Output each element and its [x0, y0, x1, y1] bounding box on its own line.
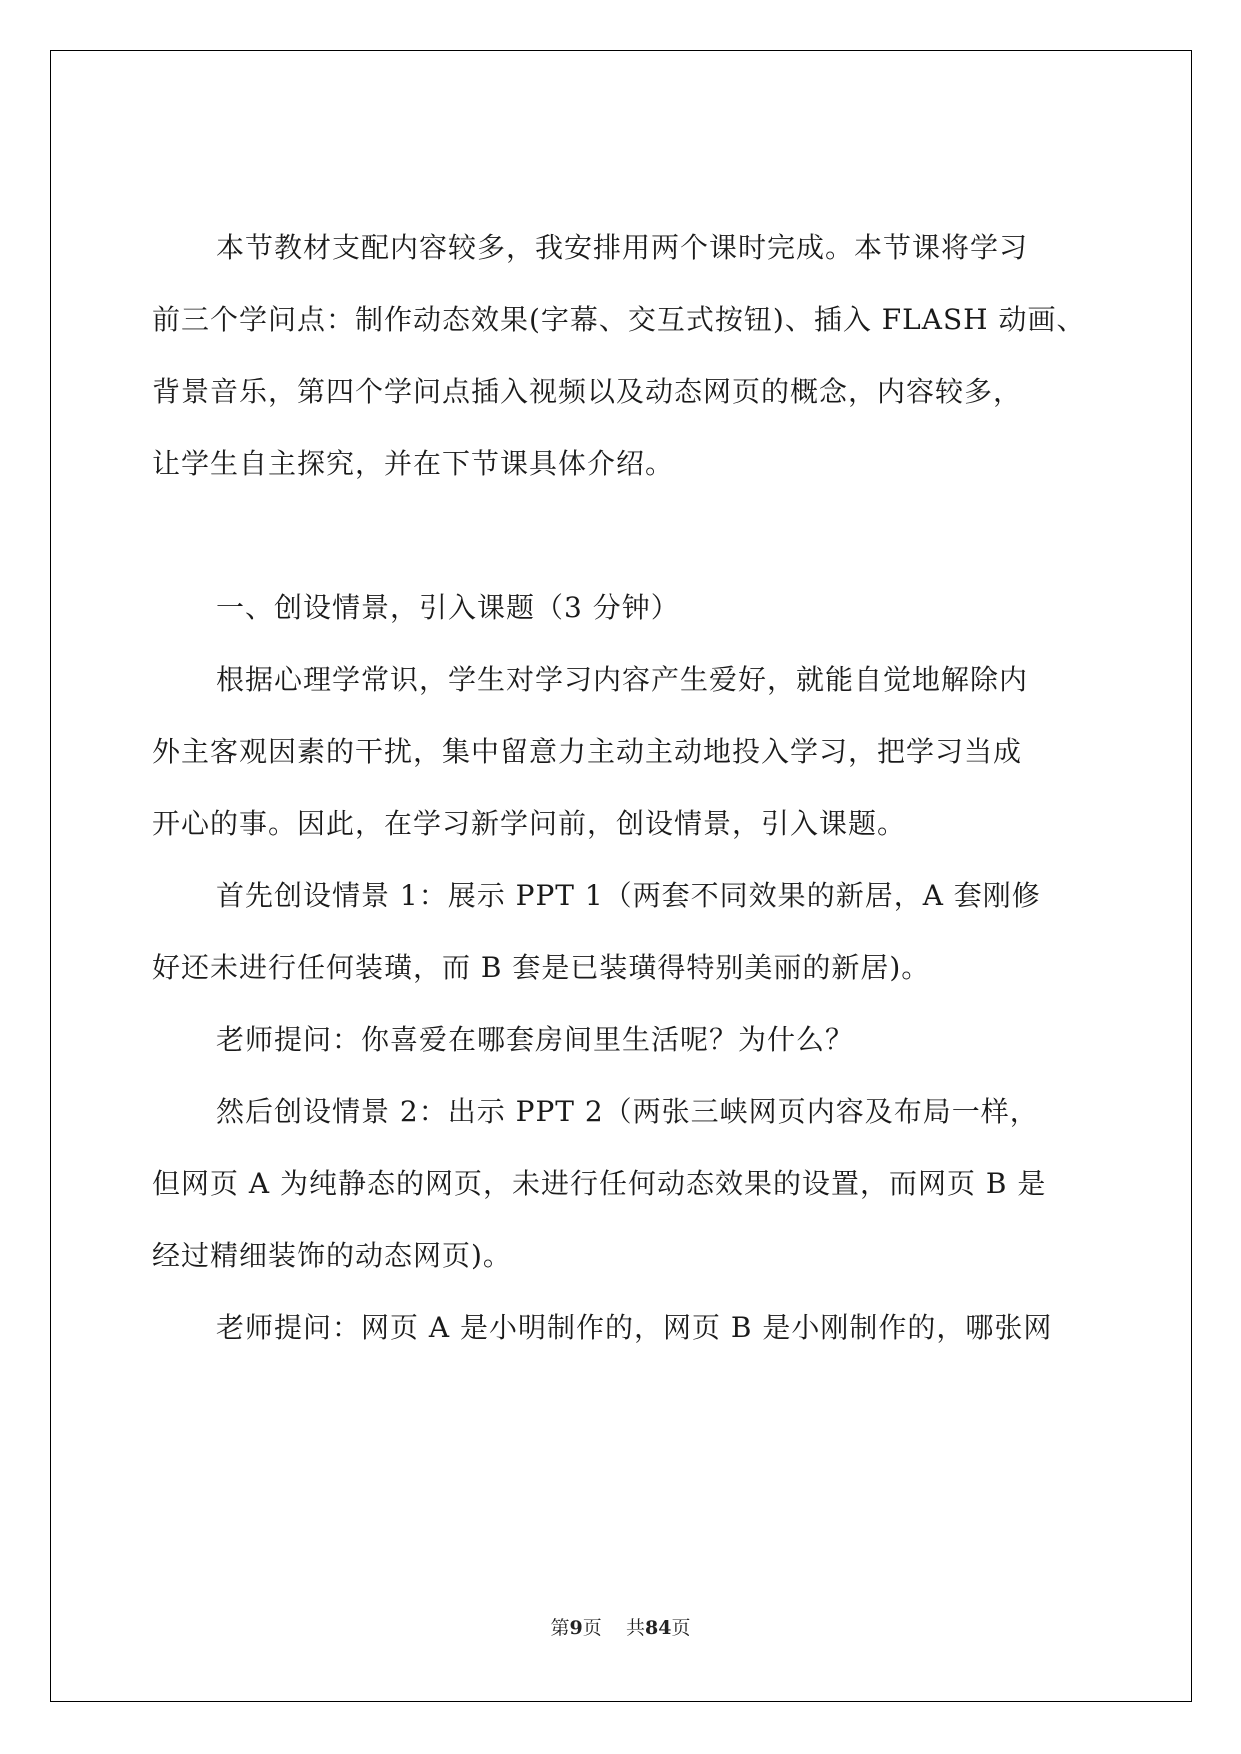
paragraph-5-line-3: 经过精细装饰的动态网页)。	[152, 1239, 512, 1272]
footer-total-pages: 84	[644, 1617, 672, 1639]
page-border	[50, 50, 1192, 1702]
paragraph-1-line-4: 让学生自主探究，并在下节课具体介绍。	[152, 447, 675, 480]
paragraph-2-line-2: 外主客观因素的干扰，集中留意力主动主动地投入学习，把学习当成	[152, 735, 1023, 768]
footer-page-suffix: 页	[582, 1617, 602, 1639]
footer-total-suffix: 页	[671, 1617, 691, 1639]
paragraph-2-line-3: 开心的事。因此，在学习新学问前，创设情景，引入课题。	[152, 807, 907, 840]
paragraph-1-line-1: 本节教材支配内容较多，我安排用两个课时完成。本节课将学习	[216, 231, 1029, 264]
paragraph-2-line-1: 根据心理学常识，学生对学习内容产生爱好，就能自觉地解除内	[216, 663, 1029, 696]
footer-total-prefix: 共	[625, 1617, 645, 1639]
footer-page-number: 9	[569, 1617, 583, 1639]
paragraph-6-line-1: 老师提问：网页 A 是小明制作的，网页 B 是小刚制作的，哪张网	[216, 1311, 1053, 1344]
paragraph-3-line-1: 首先创设情景 1：展示 PPT 1（两套不同效果的新居，A 套刚修	[216, 879, 1041, 912]
page-footer	[0, 1616, 1241, 1640]
paragraph-4-line-1: 老师提问：你喜爱在哪套房间里生活呢？为什么？	[216, 1023, 855, 1056]
paragraph-5-line-2: 但网页 A 为纯静态的网页，未进行任何动态效果的设置，而网页 B 是	[152, 1167, 1047, 1200]
footer-prefix: 第	[550, 1617, 570, 1639]
paragraph-1-line-2: 前三个学问点：制作动态效果(字幕、交互式按钮)、插入 FLASH 动画、	[152, 303, 1086, 336]
paragraph-5-line-1: 然后创设情景 2：出示 PPT 2（两张三峡网页内容及布局一样，	[216, 1095, 1039, 1128]
paragraph-1-line-3: 背景音乐，第四个学问点插入视频以及动态网页的概念，内容较多，	[152, 375, 1023, 408]
section-heading: 一、创设情景，引入课题（3 分钟）	[216, 591, 680, 624]
paragraph-3-line-2: 好还未进行任何装璜，而 B 套是已装璜得特别美丽的新居)。	[152, 951, 931, 984]
